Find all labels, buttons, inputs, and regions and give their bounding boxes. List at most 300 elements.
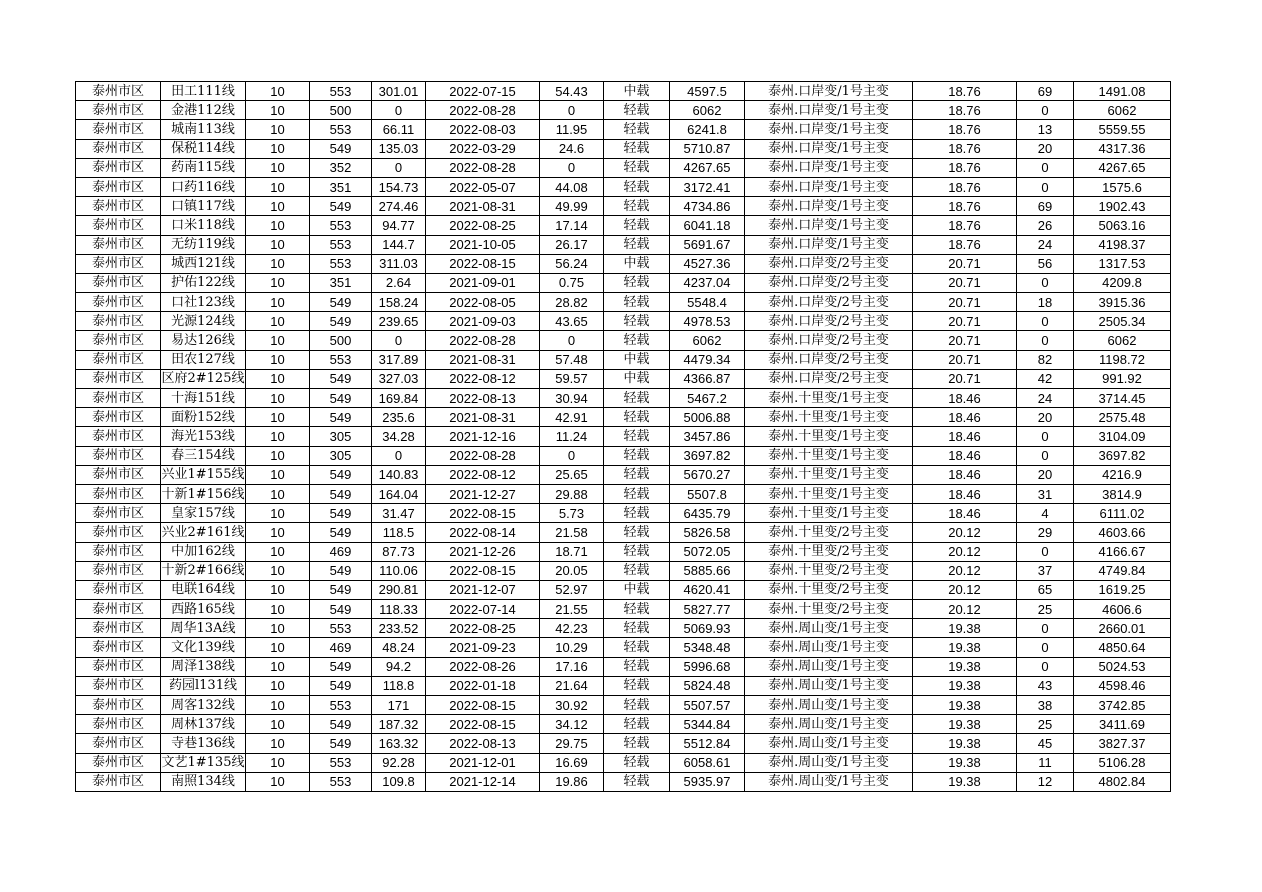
load-status-cell: 轻载 bbox=[604, 158, 670, 177]
remaining-cell: 3411.69 bbox=[1074, 715, 1171, 734]
transformer-cell: 泰州.十里变/1号主变 bbox=[745, 446, 913, 465]
line-name-cell: 春三154线 bbox=[161, 446, 246, 465]
date-cell: 2022-08-03 bbox=[426, 120, 540, 139]
district-cell: 泰州市区 bbox=[76, 734, 161, 753]
load-rate-cell: 11.24 bbox=[540, 427, 604, 446]
load-status-cell: 轻载 bbox=[604, 696, 670, 715]
count-cell: 0 bbox=[1017, 657, 1074, 676]
district-cell: 泰州市区 bbox=[76, 197, 161, 216]
remaining-cell: 4209.8 bbox=[1074, 273, 1171, 292]
load-status-cell: 轻载 bbox=[604, 293, 670, 312]
available-cell: 5935.97 bbox=[670, 772, 745, 791]
current-cell: 118.33 bbox=[372, 600, 426, 619]
voltage-cell: 10 bbox=[246, 158, 310, 177]
voltage-cell: 10 bbox=[246, 619, 310, 638]
count-cell: 0 bbox=[1017, 619, 1074, 638]
date-cell: 2021-12-16 bbox=[426, 427, 540, 446]
transformer-load-cell: 20.12 bbox=[913, 523, 1017, 542]
district-cell: 泰州市区 bbox=[76, 408, 161, 427]
current-cell: 66.11 bbox=[372, 120, 426, 139]
district-cell: 泰州市区 bbox=[76, 619, 161, 638]
capacity-cell: 553 bbox=[310, 254, 372, 273]
count-cell: 65 bbox=[1017, 580, 1074, 599]
date-cell: 2021-12-14 bbox=[426, 772, 540, 791]
district-cell: 泰州市区 bbox=[76, 369, 161, 388]
available-cell: 5348.48 bbox=[670, 638, 745, 657]
line-name-cell: 口社123线 bbox=[161, 293, 246, 312]
voltage-cell: 10 bbox=[246, 600, 310, 619]
district-cell: 泰州市区 bbox=[76, 676, 161, 695]
transformer-load-cell: 20.12 bbox=[913, 580, 1017, 599]
load-rate-cell: 21.55 bbox=[540, 600, 604, 619]
line-name-cell: 寺巷136线 bbox=[161, 734, 246, 753]
voltage-cell: 10 bbox=[246, 235, 310, 254]
load-status-cell: 中载 bbox=[604, 580, 670, 599]
capacity-cell: 549 bbox=[310, 369, 372, 388]
voltage-cell: 10 bbox=[246, 82, 310, 101]
capacity-cell: 469 bbox=[310, 638, 372, 657]
remaining-cell: 2575.48 bbox=[1074, 408, 1171, 427]
current-cell: 48.24 bbox=[372, 638, 426, 657]
table-body bbox=[76, 82, 1171, 792]
current-cell: 34.28 bbox=[372, 427, 426, 446]
table-row bbox=[76, 446, 1171, 465]
load-status-cell: 轻载 bbox=[604, 197, 670, 216]
transformer-load-cell: 20.71 bbox=[913, 331, 1017, 350]
remaining-cell: 3104.09 bbox=[1074, 427, 1171, 446]
table-row bbox=[76, 484, 1171, 503]
load-status-cell: 轻载 bbox=[604, 427, 670, 446]
voltage-cell: 10 bbox=[246, 638, 310, 657]
date-cell: 2022-08-28 bbox=[426, 101, 540, 120]
load-status-cell: 轻载 bbox=[604, 465, 670, 484]
table-row bbox=[76, 696, 1171, 715]
load-rate-cell: 25.65 bbox=[540, 465, 604, 484]
voltage-cell: 10 bbox=[246, 216, 310, 235]
load-rate-cell: 26.17 bbox=[540, 235, 604, 254]
transformer-load-cell: 19.38 bbox=[913, 638, 1017, 657]
available-cell: 5826.58 bbox=[670, 523, 745, 542]
table-row bbox=[76, 561, 1171, 580]
line-name-cell: 电联164线 bbox=[161, 580, 246, 599]
current-cell: 0 bbox=[372, 331, 426, 350]
load-rate-cell: 59.57 bbox=[540, 369, 604, 388]
remaining-cell: 5024.53 bbox=[1074, 657, 1171, 676]
remaining-cell: 6062 bbox=[1074, 331, 1171, 350]
district-cell: 泰州市区 bbox=[76, 542, 161, 561]
line-name-cell: 周华13A线 bbox=[161, 619, 246, 638]
load-status-cell: 轻载 bbox=[604, 561, 670, 580]
current-cell: 171 bbox=[372, 696, 426, 715]
district-cell: 泰州市区 bbox=[76, 753, 161, 772]
available-cell: 4366.87 bbox=[670, 369, 745, 388]
voltage-cell: 10 bbox=[246, 350, 310, 369]
capacity-cell: 549 bbox=[310, 715, 372, 734]
line-name-cell: 易达126线 bbox=[161, 331, 246, 350]
capacity-cell: 549 bbox=[310, 523, 372, 542]
capacity-cell: 553 bbox=[310, 696, 372, 715]
remaining-cell: 4850.64 bbox=[1074, 638, 1171, 657]
district-cell: 泰州市区 bbox=[76, 177, 161, 196]
date-cell: 2022-08-28 bbox=[426, 158, 540, 177]
date-cell: 2022-08-28 bbox=[426, 331, 540, 350]
current-cell: 311.03 bbox=[372, 254, 426, 273]
table-row bbox=[76, 523, 1171, 542]
remaining-cell: 3714.45 bbox=[1074, 389, 1171, 408]
available-cell: 5507.57 bbox=[670, 696, 745, 715]
transformer-load-cell: 19.38 bbox=[913, 619, 1017, 638]
load-status-cell: 轻载 bbox=[604, 484, 670, 503]
voltage-cell: 10 bbox=[246, 523, 310, 542]
transformer-cell: 泰州.十里变/1号主变 bbox=[745, 484, 913, 503]
remaining-cell: 2660.01 bbox=[1074, 619, 1171, 638]
current-cell: 290.81 bbox=[372, 580, 426, 599]
transformer-cell: 泰州.口岸变/2号主变 bbox=[745, 350, 913, 369]
load-status-cell: 轻载 bbox=[604, 235, 670, 254]
transformer-load-cell: 18.46 bbox=[913, 446, 1017, 465]
load-rate-cell: 44.08 bbox=[540, 177, 604, 196]
current-cell: 164.04 bbox=[372, 484, 426, 503]
count-cell: 38 bbox=[1017, 696, 1074, 715]
table-row bbox=[76, 120, 1171, 139]
count-cell: 11 bbox=[1017, 753, 1074, 772]
remaining-cell: 3697.82 bbox=[1074, 446, 1171, 465]
current-cell: 327.03 bbox=[372, 369, 426, 388]
count-cell: 18 bbox=[1017, 293, 1074, 312]
voltage-cell: 10 bbox=[246, 542, 310, 561]
remaining-cell: 3814.9 bbox=[1074, 484, 1171, 503]
capacity-cell: 553 bbox=[310, 753, 372, 772]
transformer-load-cell: 18.76 bbox=[913, 101, 1017, 120]
remaining-cell: 1317.53 bbox=[1074, 254, 1171, 273]
current-cell: 109.8 bbox=[372, 772, 426, 791]
count-cell: 69 bbox=[1017, 197, 1074, 216]
load-status-cell: 轻载 bbox=[604, 273, 670, 292]
count-cell: 25 bbox=[1017, 600, 1074, 619]
current-cell: 87.73 bbox=[372, 542, 426, 561]
count-cell: 0 bbox=[1017, 101, 1074, 120]
transformer-load-cell: 20.71 bbox=[913, 293, 1017, 312]
date-cell: 2022-08-26 bbox=[426, 657, 540, 676]
current-cell: 118.8 bbox=[372, 676, 426, 695]
transformer-load-cell: 18.46 bbox=[913, 484, 1017, 503]
available-cell: 6435.79 bbox=[670, 504, 745, 523]
date-cell: 2021-09-23 bbox=[426, 638, 540, 657]
date-cell: 2022-03-29 bbox=[426, 139, 540, 158]
transformer-cell: 泰州.口岸变/2号主变 bbox=[745, 331, 913, 350]
district-cell: 泰州市区 bbox=[76, 312, 161, 331]
voltage-cell: 10 bbox=[246, 504, 310, 523]
table-row bbox=[76, 600, 1171, 619]
district-cell: 泰州市区 bbox=[76, 350, 161, 369]
table-row bbox=[76, 312, 1171, 331]
transformer-cell: 泰州.口岸变/1号主变 bbox=[745, 158, 913, 177]
count-cell: 45 bbox=[1017, 734, 1074, 753]
load-rate-cell: 56.24 bbox=[540, 254, 604, 273]
current-cell: 140.83 bbox=[372, 465, 426, 484]
available-cell: 5512.84 bbox=[670, 734, 745, 753]
transformer-cell: 泰州.十里变/2号主变 bbox=[745, 600, 913, 619]
table-row bbox=[76, 580, 1171, 599]
remaining-cell: 4749.84 bbox=[1074, 561, 1171, 580]
capacity-cell: 500 bbox=[310, 331, 372, 350]
district-cell: 泰州市区 bbox=[76, 715, 161, 734]
current-cell: 31.47 bbox=[372, 504, 426, 523]
capacity-cell: 305 bbox=[310, 427, 372, 446]
date-cell: 2021-09-03 bbox=[426, 312, 540, 331]
date-cell: 2022-08-12 bbox=[426, 369, 540, 388]
district-cell: 泰州市区 bbox=[76, 273, 161, 292]
table-row bbox=[76, 101, 1171, 120]
table-row bbox=[76, 197, 1171, 216]
table-row bbox=[76, 715, 1171, 734]
capacity-cell: 351 bbox=[310, 273, 372, 292]
date-cell: 2021-08-31 bbox=[426, 197, 540, 216]
line-name-cell: 口药116线 bbox=[161, 177, 246, 196]
count-cell: 0 bbox=[1017, 542, 1074, 561]
district-cell: 泰州市区 bbox=[76, 82, 161, 101]
line-name-cell: 文化139线 bbox=[161, 638, 246, 657]
transformer-cell: 泰州.口岸变/1号主变 bbox=[745, 177, 913, 196]
transformer-load-cell: 19.38 bbox=[913, 657, 1017, 676]
table-row bbox=[76, 158, 1171, 177]
table-row bbox=[76, 177, 1171, 196]
capacity-cell: 553 bbox=[310, 772, 372, 791]
voltage-cell: 10 bbox=[246, 446, 310, 465]
district-cell: 泰州市区 bbox=[76, 293, 161, 312]
transformer-cell: 泰州.十里变/2号主变 bbox=[745, 523, 913, 542]
date-cell: 2022-07-14 bbox=[426, 600, 540, 619]
date-cell: 2021-10-05 bbox=[426, 235, 540, 254]
line-name-cell: 十新1#156线 bbox=[161, 484, 246, 503]
capacity-cell: 351 bbox=[310, 177, 372, 196]
voltage-cell: 10 bbox=[246, 369, 310, 388]
date-cell: 2022-05-07 bbox=[426, 177, 540, 196]
transformer-cell: 泰州.周山变/1号主变 bbox=[745, 676, 913, 695]
transformer-load-cell: 20.12 bbox=[913, 600, 1017, 619]
date-cell: 2022-08-15 bbox=[426, 561, 540, 580]
table-row bbox=[76, 734, 1171, 753]
voltage-cell: 10 bbox=[246, 293, 310, 312]
capacity-cell: 500 bbox=[310, 101, 372, 120]
transformer-load-cell: 18.76 bbox=[913, 235, 1017, 254]
transformer-cell: 泰州.十里变/2号主变 bbox=[745, 542, 913, 561]
count-cell: 20 bbox=[1017, 139, 1074, 158]
table-row bbox=[76, 139, 1171, 158]
voltage-cell: 10 bbox=[246, 561, 310, 580]
line-name-cell: 西路165线 bbox=[161, 600, 246, 619]
available-cell: 5006.88 bbox=[670, 408, 745, 427]
current-cell: 169.84 bbox=[372, 389, 426, 408]
line-name-cell: 护佑122线 bbox=[161, 273, 246, 292]
transformer-load-cell: 18.76 bbox=[913, 82, 1017, 101]
line-name-cell: 皇家157线 bbox=[161, 504, 246, 523]
line-name-cell: 田农127线 bbox=[161, 350, 246, 369]
load-rate-cell: 17.14 bbox=[540, 216, 604, 235]
load-rate-cell: 0.75 bbox=[540, 273, 604, 292]
line-name-cell: 兴业2#161线 bbox=[161, 523, 246, 542]
load-status-cell: 轻载 bbox=[604, 408, 670, 427]
count-cell: 43 bbox=[1017, 676, 1074, 695]
transformer-cell: 泰州.口岸变/1号主变 bbox=[745, 101, 913, 120]
voltage-cell: 10 bbox=[246, 177, 310, 196]
district-cell: 泰州市区 bbox=[76, 331, 161, 350]
date-cell: 2022-08-12 bbox=[426, 465, 540, 484]
date-cell: 2022-08-14 bbox=[426, 523, 540, 542]
district-cell: 泰州市区 bbox=[76, 465, 161, 484]
available-cell: 5691.67 bbox=[670, 235, 745, 254]
load-status-cell: 轻载 bbox=[604, 120, 670, 139]
available-cell: 5710.87 bbox=[670, 139, 745, 158]
load-status-cell: 轻载 bbox=[604, 523, 670, 542]
capacity-cell: 549 bbox=[310, 600, 372, 619]
load-status-cell: 轻载 bbox=[604, 657, 670, 676]
transformer-cell: 泰州.十里变/1号主变 bbox=[745, 465, 913, 484]
transformer-cell: 泰州.口岸变/2号主变 bbox=[745, 254, 913, 273]
load-rate-cell: 29.88 bbox=[540, 484, 604, 503]
current-cell: 118.5 bbox=[372, 523, 426, 542]
remaining-cell: 1198.72 bbox=[1074, 350, 1171, 369]
transformer-cell: 泰州.口岸变/1号主变 bbox=[745, 216, 913, 235]
available-cell: 5548.4 bbox=[670, 293, 745, 312]
capacity-cell: 549 bbox=[310, 484, 372, 503]
count-cell: 13 bbox=[1017, 120, 1074, 139]
transformer-load-cell: 18.46 bbox=[913, 504, 1017, 523]
current-cell: 0 bbox=[372, 446, 426, 465]
date-cell: 2021-08-31 bbox=[426, 350, 540, 369]
table-row bbox=[76, 273, 1171, 292]
line-name-cell: 面粉152线 bbox=[161, 408, 246, 427]
capacity-cell: 549 bbox=[310, 465, 372, 484]
capacity-cell: 549 bbox=[310, 676, 372, 695]
voltage-cell: 10 bbox=[246, 139, 310, 158]
available-cell: 5344.84 bbox=[670, 715, 745, 734]
district-cell: 泰州市区 bbox=[76, 235, 161, 254]
load-rate-cell: 21.64 bbox=[540, 676, 604, 695]
remaining-cell: 4198.37 bbox=[1074, 235, 1171, 254]
transformer-cell: 泰州.口岸变/2号主变 bbox=[745, 273, 913, 292]
current-cell: 94.2 bbox=[372, 657, 426, 676]
table-row bbox=[76, 619, 1171, 638]
remaining-cell: 4802.84 bbox=[1074, 772, 1171, 791]
line-name-cell: 城南113线 bbox=[161, 120, 246, 139]
count-cell: 0 bbox=[1017, 273, 1074, 292]
available-cell: 4237.04 bbox=[670, 273, 745, 292]
count-cell: 56 bbox=[1017, 254, 1074, 273]
count-cell: 31 bbox=[1017, 484, 1074, 503]
transformer-cell: 泰州.周山变/1号主变 bbox=[745, 753, 913, 772]
capacity-cell: 549 bbox=[310, 312, 372, 331]
line-name-cell: 十海151线 bbox=[161, 389, 246, 408]
transformer-load-cell: 19.38 bbox=[913, 715, 1017, 734]
count-cell: 4 bbox=[1017, 504, 1074, 523]
load-status-cell: 轻载 bbox=[604, 600, 670, 619]
table-row bbox=[76, 293, 1171, 312]
load-rate-cell: 52.97 bbox=[540, 580, 604, 599]
district-cell: 泰州市区 bbox=[76, 504, 161, 523]
table-row bbox=[76, 235, 1171, 254]
transformer-load-cell: 20.12 bbox=[913, 542, 1017, 561]
voltage-cell: 10 bbox=[246, 331, 310, 350]
remaining-cell: 4166.67 bbox=[1074, 542, 1171, 561]
remaining-cell: 4606.6 bbox=[1074, 600, 1171, 619]
transformer-load-cell: 20.71 bbox=[913, 350, 1017, 369]
remaining-cell: 6062 bbox=[1074, 101, 1171, 120]
line-name-cell: 区府2#125线 bbox=[161, 369, 246, 388]
district-cell: 泰州市区 bbox=[76, 580, 161, 599]
load-rate-cell: 43.65 bbox=[540, 312, 604, 331]
transformer-load-cell: 19.38 bbox=[913, 696, 1017, 715]
count-cell: 24 bbox=[1017, 235, 1074, 254]
count-cell: 0 bbox=[1017, 638, 1074, 657]
load-status-cell: 轻载 bbox=[604, 715, 670, 734]
transformer-cell: 泰州.口岸变/2号主变 bbox=[745, 312, 913, 331]
count-cell: 37 bbox=[1017, 561, 1074, 580]
voltage-cell: 10 bbox=[246, 676, 310, 695]
load-rate-cell: 29.75 bbox=[540, 734, 604, 753]
current-cell: 92.28 bbox=[372, 753, 426, 772]
voltage-cell: 10 bbox=[246, 753, 310, 772]
table-row bbox=[76, 82, 1171, 101]
line-name-cell: 中加162线 bbox=[161, 542, 246, 561]
available-cell: 3697.82 bbox=[670, 446, 745, 465]
available-cell: 5670.27 bbox=[670, 465, 745, 484]
load-status-cell: 轻载 bbox=[604, 772, 670, 791]
count-cell: 29 bbox=[1017, 523, 1074, 542]
table-row bbox=[76, 350, 1171, 369]
available-cell: 5467.2 bbox=[670, 389, 745, 408]
capacity-cell: 469 bbox=[310, 542, 372, 561]
available-cell: 4978.53 bbox=[670, 312, 745, 331]
voltage-cell: 10 bbox=[246, 715, 310, 734]
data-table bbox=[75, 81, 1171, 792]
transformer-cell: 泰州.口岸变/1号主变 bbox=[745, 139, 913, 158]
available-cell: 6062 bbox=[670, 331, 745, 350]
remaining-cell: 3915.36 bbox=[1074, 293, 1171, 312]
available-cell: 4597.5 bbox=[670, 82, 745, 101]
count-cell: 20 bbox=[1017, 465, 1074, 484]
load-status-cell: 轻载 bbox=[604, 446, 670, 465]
district-cell: 泰州市区 bbox=[76, 446, 161, 465]
current-cell: 239.65 bbox=[372, 312, 426, 331]
transformer-load-cell: 18.46 bbox=[913, 389, 1017, 408]
capacity-cell: 553 bbox=[310, 235, 372, 254]
current-cell: 154.73 bbox=[372, 177, 426, 196]
remaining-cell: 4267.65 bbox=[1074, 158, 1171, 177]
available-cell: 5996.68 bbox=[670, 657, 745, 676]
transformer-cell: 泰州.十里变/1号主变 bbox=[745, 408, 913, 427]
table-row bbox=[76, 676, 1171, 695]
table-row bbox=[76, 427, 1171, 446]
current-cell: 317.89 bbox=[372, 350, 426, 369]
transformer-load-cell: 18.76 bbox=[913, 120, 1017, 139]
transformer-cell: 泰州.口岸变/2号主变 bbox=[745, 293, 913, 312]
load-rate-cell: 20.05 bbox=[540, 561, 604, 580]
transformer-cell: 泰州.周山变/1号主变 bbox=[745, 638, 913, 657]
table-row bbox=[76, 465, 1171, 484]
table-row bbox=[76, 216, 1171, 235]
transformer-cell: 泰州.十里变/2号主变 bbox=[745, 561, 913, 580]
remaining-cell: 5559.55 bbox=[1074, 120, 1171, 139]
count-cell: 82 bbox=[1017, 350, 1074, 369]
transformer-cell: 泰州.周山变/1号主变 bbox=[745, 696, 913, 715]
voltage-cell: 10 bbox=[246, 389, 310, 408]
district-cell: 泰州市区 bbox=[76, 484, 161, 503]
transformer-load-cell: 20.71 bbox=[913, 312, 1017, 331]
load-status-cell: 中载 bbox=[604, 350, 670, 369]
line-name-cell: 保税114线 bbox=[161, 139, 246, 158]
current-cell: 0 bbox=[372, 158, 426, 177]
